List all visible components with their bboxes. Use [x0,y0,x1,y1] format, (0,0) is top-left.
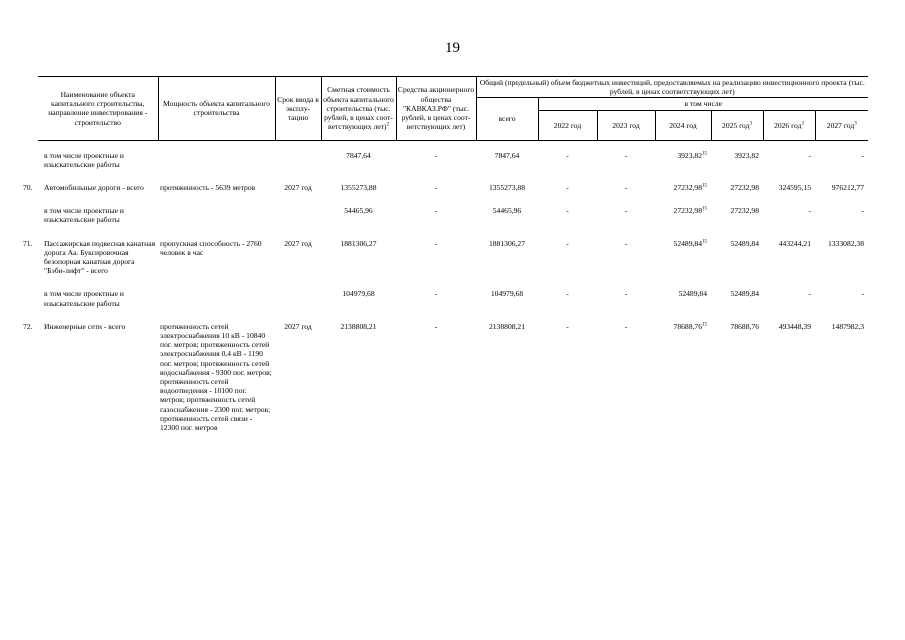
row-name-cell [23,238,158,276]
row-cost: 1881306,27 [340,238,377,248]
header-year-2026: 2026 год$^3$ [763,110,815,140]
row-2022: - [566,183,569,193]
row-2025: 27232,98 [730,183,759,193]
header-total-group: Общий (предельный) объем бюджетных инвестиций, предоставляемых на реализацию инвестиционного проекта (тыс. рублей, в ценах соответствующих лет) [476,77,868,98]
table-body [23,140,868,446]
table-row [38,289,868,307]
row-name: Автомобильные дороги - всего [44,183,144,193]
row-2024: 27232,98$^{15}$ [673,183,707,193]
row-2025: 3923,82 [734,150,759,160]
row-name-cell [23,321,158,432]
row-2023: - [624,321,628,331]
row-name: в том числе проектные и изыскательские работы [44,150,124,169]
row-total: 54465,96 [492,206,522,216]
row-2026: 443244,21 [778,238,811,248]
row-2026: - [808,150,811,160]
row-2024: 78688,76$^{15}$ [673,321,707,331]
row-name-cell [23,183,158,193]
row-total: 2138808,21 [488,321,526,331]
row-capacity: пропускная способность - 2760 человек в час [160,238,262,257]
row-total: 104979,68 [490,289,524,299]
row-funds: - [434,150,438,160]
row-2022: - [566,289,569,299]
row-total: 1881306,27 [488,238,526,248]
row-capacity [158,151,275,169]
row-2022: - [566,206,569,216]
row-funds: - [434,183,438,193]
row-funds: - [434,206,438,216]
row-funds: - [434,321,438,331]
row-2024: 3923,82$^{15}$ [677,150,707,160]
row-2026: 493448,39 [778,321,811,331]
table-row [38,183,868,192]
row-2027: - [861,150,865,160]
row-term: 2027 год [284,321,312,331]
row-2022: - [566,321,569,331]
row-2027: 1333082,38 [827,238,865,248]
row-term [275,206,321,224]
table-row [38,322,868,432]
header-term: Срок ввода в эксплу-тацию [275,77,321,141]
row-term [275,151,321,169]
row-2027: 976212,77 [831,183,865,193]
table-row [38,206,868,224]
row-term [275,289,321,307]
row-2022: - [566,238,569,248]
header-capacity: Мощность объекта капитального строительства [158,77,275,141]
row-2023: - [624,150,628,160]
row-capacity [158,289,275,307]
row-cost: 1355273,88 [340,183,377,193]
row-name-cell [38,289,158,307]
row-2024: 52489,84$^{15}$ [673,238,707,248]
row-2026: 324595,15 [778,183,811,193]
row-capacity: протяженность сетей электроснабжения 10 кВ - 10840 пог. метров; протяженность сетей электроснабжения 0,4 кВ - 1190 пог. метров; протяженность сетей водоснабжения - 9300 пог. метров; протяженность сетей водоотведения - 10100 пог. метров; протяженность сетей газоснабжения - 2300 пог. метров; протяженность сетей связи - 12300 пог. метров [160,321,272,433]
row-2022: - [566,150,569,160]
page-number: 19 [445,40,460,56]
row-total: 7847,64 [494,150,520,160]
row-2023: - [624,183,628,193]
row-name: Инженерные сети - всего [44,321,126,331]
investment-table [23,76,868,446]
row-2023: - [624,238,628,248]
header-year-2024: 2024 год [655,110,711,140]
row-2025: 52489,84 [730,289,759,299]
row-name: в том числе проектные и изыскательские работы [44,289,124,308]
row-capacity [158,206,275,224]
row-name-cell [38,206,158,224]
header-all: всего [476,98,538,140]
row-name: Пассажирская подвесная канатная дорога Аа. Буксировочная безопорная канатная дорога "Бэби-лифт" - всего [44,238,156,276]
row-capacity: протяженность - 5639 метров [160,183,256,193]
row-cost: 2138808,21 [340,321,377,331]
row-2023: - [624,206,628,216]
row-2024: 27232,98$^{15}$ [673,206,707,216]
row-2027: - [861,289,865,299]
row-2024: 52489,84 [678,289,707,299]
row-2025: 52489,84 [730,238,759,248]
row-term: 2027 год [284,238,312,248]
row-2025: 78688,76 [730,321,759,331]
header-funds: Средства акционерного общества "КАВКАЗ.РФ" (тыс. рублей, в ценах соот-ветствующих лет) [396,77,476,141]
row-total: 1355273,88 [488,183,526,193]
header-name: Наименование объекта капитального строительства, направление инвестирования - строительство [38,77,158,141]
header-year-2023: 2023 год [597,110,655,140]
row-2026: - [808,289,811,299]
header-year-2025: 2025 год$^3$ [711,110,763,140]
header-year-2022: 2022 год [538,110,597,140]
header-year-2027: 2027 год$^3$ [815,110,868,140]
row-cost: 54465,96 [344,206,373,216]
row-name-cell [38,151,158,169]
row-funds: - [434,238,438,248]
row-number: 71. [23,238,33,248]
row-cost: 104979,68 [342,289,375,299]
row-term: 2027 год [284,183,312,193]
row-cost: 7847,64 [346,150,371,160]
row-name: в том числе проектные и изыскательские работы [44,206,124,225]
row-2025: 27232,98 [730,206,759,216]
row-number: 70. [23,183,33,193]
header-incl: в том числе [538,98,868,110]
row-funds: - [434,289,438,299]
row-number: 72. [23,321,33,331]
table-row [38,151,868,169]
row-2027: 1487982,3 [831,321,865,331]
header-cost: Сметная стоимость объекта капитального строительства (тыс. рублей, в ценах соот-ветствующих лет)$^2$ [321,77,396,141]
row-2027: - [861,206,865,216]
row-2023: - [624,289,628,299]
table-row [38,239,868,276]
row-2026: - [808,206,811,216]
